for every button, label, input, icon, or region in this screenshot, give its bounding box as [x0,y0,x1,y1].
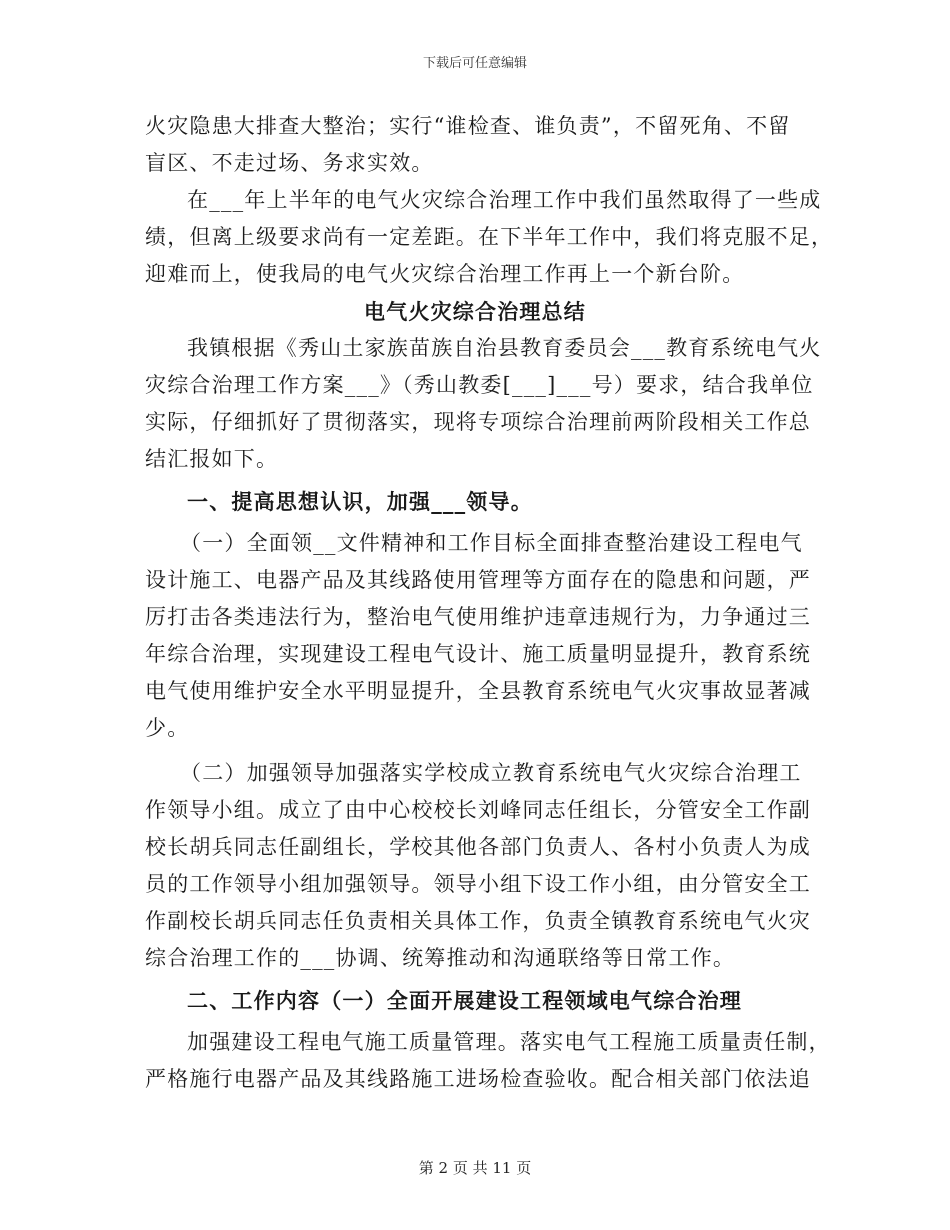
text-line: 结汇报如下。 [145,447,279,471]
text-line: （二）加强领导加强落实学校成立教育系统电气火灾综合治理工 [180,761,802,785]
text-line: 火灾隐患大排查大整治；实行“谁检查、谁负责”，不留死角、不留 [145,114,791,138]
text-line: 综合治理工作的___协调、统筹推动和沟通联络等日常工作。 [145,946,736,970]
text-line: （一）全面领__文件精神和工作目标全面排查整治建设工程电气 [180,531,803,555]
text-line: 作领导小组。成立了由中心校校长刘峰同志任组长，分管安全工作副 [145,798,811,822]
text-line: 校长胡兵同志任副组长，学校其他各部门负责人、各村小负责人为成 [145,835,811,859]
text-line: 在___年上半年的电气火灾综合治理工作中我们虽然取得了一些成 [187,188,822,212]
heading-2: 二、工作内容（一）全面开展建设工程领域电气综合治理 [187,988,742,1013]
text-line: 员的工作领导小组加强领导。领导小组下设工作小组，由分管安全工 [145,872,811,896]
text-line: 盲区、不走过场、务求实效。 [145,151,434,175]
text-line: 少。 [145,716,190,740]
text-line: 灾综合治理工作方案___》（秀山教委[___]___号）要求，结合我单位 [145,373,814,397]
text-line: 作副校长胡兵同志任负责相关具体工作，负责全镇教育系统电气火灾 [145,909,811,933]
text-line: 严格施行电器产品及其线路施工进场检查验收。配合相关部门依法追 [145,1067,811,1091]
text-line: 厉打击各类违法行为，整治电气使用维护违章违规行为，力争通过三 [145,605,811,629]
page-footer: 第 2 页 共 11 页 [418,1159,532,1177]
page-header: 下载后可任意编辑 [422,56,527,71]
section-title: 电气火灾综合治理总结 [364,299,586,324]
text-line: 实际，仔细抓好了贯彻落实，现将专项综合治理前两阶段相关工作总 [145,410,811,434]
text-line: 我镇根据《秀山土家族苗族自治县教育委员会___教育系统电气火 [187,336,822,360]
text-line: 迎难而上，使我局的电气火灾综合治理工作再上一个新台阶。 [145,262,745,286]
text-line: 设计施工、电器产品及其线路使用管理等方面存在的隐患和问题，严 [145,568,811,592]
text-line: 年综合治理，实现建设工程电气设计、施工质量明显提升，教育系统 [145,642,811,666]
text-line: 加强建设工程电气施工质量管理。落实电气工程施工质量责任制， [187,1030,831,1054]
text-line: 电气使用维护安全水平明显提升，全县教育系统电气火灾事故显著减 [145,679,811,703]
text-line: 绩，但离上级要求尚有一定差距。在下半年工作中，我们将克服不足， [145,225,834,249]
heading-1: 一、提高思想认识，加强___领导。 [187,489,533,514]
document-body [145,108,834,1098]
